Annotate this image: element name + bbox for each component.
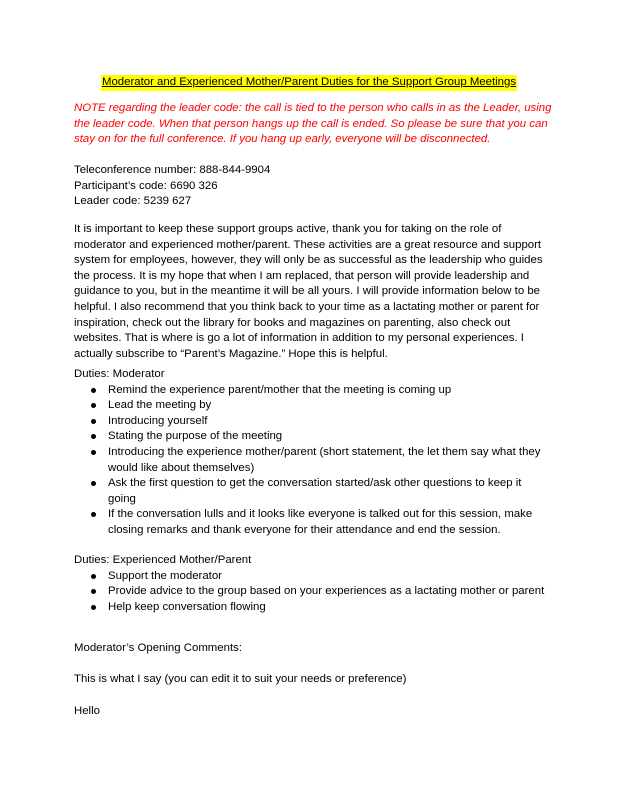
list-item [74, 507, 540, 538]
note-line: stay on for the full conference. If you hang up early, everyone will be disconnected. [74, 133, 491, 146]
note-line: NOTE regarding the leader code: the call is tied to the person who calls in as the Leader, using [74, 102, 552, 114]
moderator-duties-section [74, 367, 540, 539]
list-item [74, 429, 540, 445]
bullet-icon [91, 450, 96, 455]
list-item-text: Stating the purpose of the meeting [108, 430, 283, 443]
list-item-text: Lead the meeting by [108, 399, 212, 412]
list-item-text: Remind the experience parent/mother that the meeting is coming up [108, 383, 452, 396]
list-item-text: would like about themselves) [108, 461, 255, 474]
leader-code-note [74, 101, 551, 148]
bullet-icon [91, 512, 96, 517]
document-title: Moderator and Experienced Mother/Parent Duties for the Support Group Meetings [101, 75, 517, 91]
leader-code: Leader code: 5239 627 [74, 195, 192, 208]
opening-comments-intro: This is what I say (you can edit it to suit your needs or preference) [74, 673, 407, 685]
list-item-text: Introducing yourself [108, 414, 208, 427]
opening-greeting: Hello [74, 705, 100, 717]
experienced-duties-section [74, 553, 544, 615]
list-item-text: going [108, 492, 136, 505]
paragraph-line: guidance to you, but in the meantime it will be all yours. I will provide information below to be [74, 285, 540, 298]
bullet-icon [91, 419, 96, 424]
list-item-text: Support the moderator [108, 569, 222, 582]
paragraph-line: the process. It is my hope that when I am replaced, that person will provide leadership and [74, 269, 530, 282]
bullet-icon [91, 589, 96, 594]
bullet-icon [91, 481, 96, 486]
list-item-text: Help keep conversation flowing [108, 600, 266, 613]
paragraph-line: moderator and experienced mother/parent. These activities are a great resource and support [74, 238, 542, 251]
moderator-duties-heading: Duties: Moderator [74, 368, 165, 380]
list-item [74, 600, 544, 616]
list-item [74, 584, 544, 600]
bullet-icon [91, 403, 96, 408]
list-item [74, 398, 540, 414]
teleconference-number: Teleconference number: 888-844-9904 [74, 164, 271, 176]
list-item-text: If the conversation lulls and it looks like everyone is talked out for this session, make [108, 508, 533, 521]
participant-code: Participant’s code: 6690 326 [74, 179, 218, 192]
paragraph-line: websites. That is where is go a lot of information in addition to my personal experiences. I [74, 332, 524, 345]
opening-comments-heading: Moderator’s Opening Comments: [74, 642, 242, 654]
list-item-text: Introducing the experience mother/parent (short statement, the let them say what they [108, 445, 541, 458]
bullet-icon [91, 388, 96, 393]
bullet-icon [91, 434, 96, 439]
paragraph-line: system for employees, however, they will only be as successful as the leadership who guides [74, 254, 543, 267]
moderator-duties-list [74, 383, 540, 539]
list-item-text: closing remarks and thank everyone for their attendance and end the session. [108, 523, 501, 536]
experienced-duties-heading: Duties: Experienced Mother/Parent [74, 554, 252, 566]
bullet-icon [91, 605, 96, 610]
intro-paragraph [74, 222, 543, 362]
bullet-icon [91, 574, 96, 579]
experienced-duties-list [74, 569, 544, 616]
paragraph-line: It is important to keep these support groups active, thank you for taking on the role of [74, 223, 502, 235]
paragraph-line: actually subscribe to “Parent’s Magazine.” Hope this is helpful. [74, 347, 388, 360]
note-line: the leader code. When that person hangs up the call is ended. So please be sure that you can [74, 117, 548, 130]
list-item [74, 414, 540, 430]
list-item-text: Ask the first question to get the conversation started/ask other questions to keep it [108, 477, 522, 490]
list-item [74, 476, 540, 507]
list-item [74, 383, 540, 399]
title-row [0, 72, 618, 91]
list-item [74, 445, 540, 476]
list-item [74, 569, 544, 585]
paragraph-line: inspiration, check out the library for books and magazines on parenting, also check out [74, 316, 511, 329]
paragraph-line: helpful. I also recommend that you think back to your time as a lactating mother or parent for [74, 300, 540, 313]
conference-info [74, 163, 270, 210]
list-item-text: Provide advice to the group based on your experiences as a lactating mother or parent [108, 585, 545, 598]
